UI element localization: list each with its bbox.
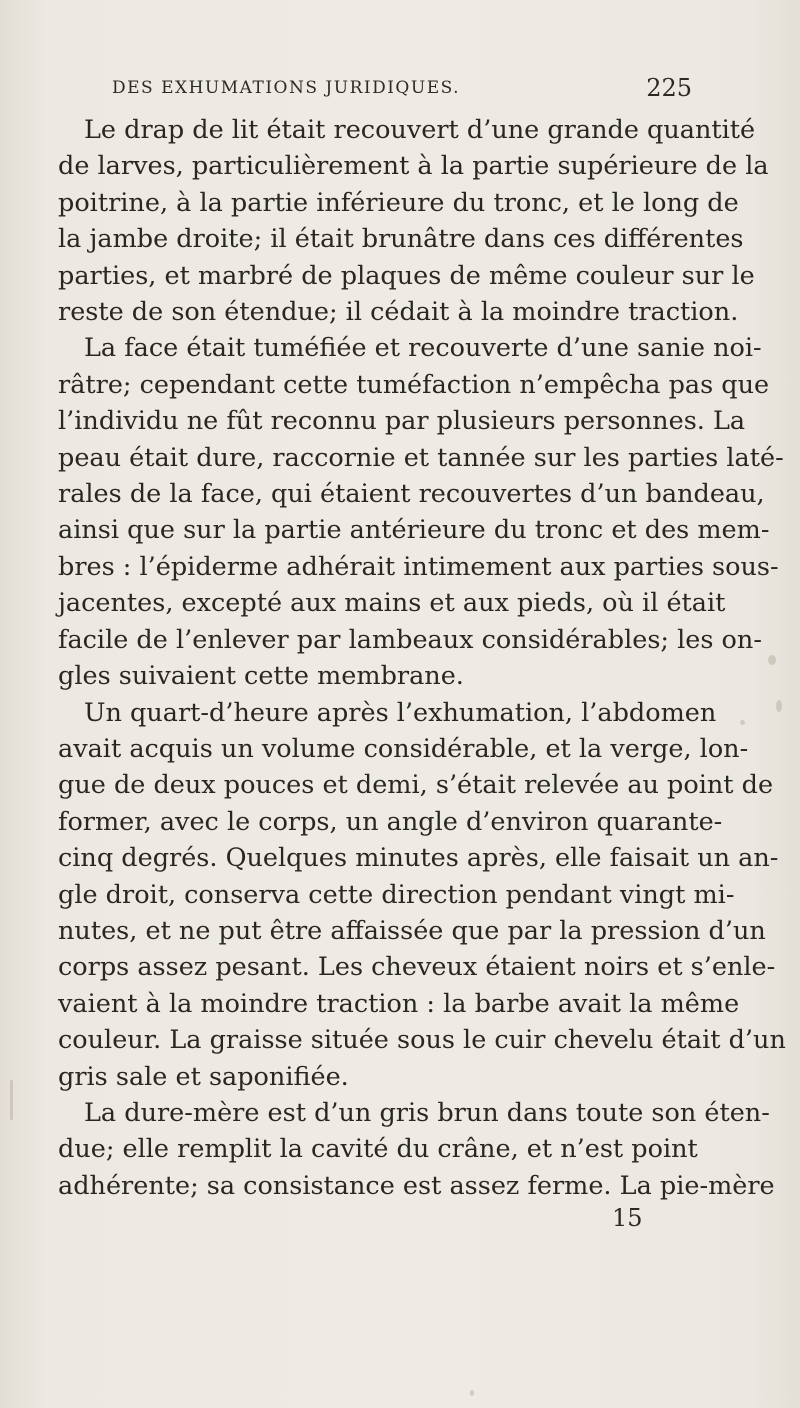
text-line: poitrine, à la partie inférieure du tronc, et le long de [58, 187, 739, 218]
paper-speck [740, 720, 745, 725]
text-line: ainsi que sur la partie antérieure du tronc et des mem- [58, 515, 770, 546]
paragraph [58, 695, 786, 1095]
text-line: La face était tuméfiée et recouverte d’une sanie noi- [84, 333, 762, 364]
paragraph [58, 112, 769, 330]
text-line: vaient à la moindre traction : la barbe avait la même [58, 988, 740, 1019]
text-line: la jambe droite; il était brunâtre dans ces différentes [58, 224, 744, 255]
paragraph [58, 330, 784, 694]
page-number: 225 [646, 74, 692, 102]
text-line: l’individu ne fût reconnu par plusieurs personnes. La [58, 406, 746, 437]
text-line: facile de l’enlever par lambeaux considérables; les on- [58, 624, 762, 655]
paper-speck [470, 1390, 474, 1396]
body-text [58, 112, 786, 1204]
text-line: due; elle remplit la cavité du crâne, et n’est point [58, 1134, 698, 1165]
text-line: reste de son étendue; il cédait à la moindre traction. [58, 297, 739, 328]
text-line: adhérente; sa consistance est assez ferme. La pie-mère [58, 1170, 775, 1201]
text-line: gle droit, conserva cette direction pendant vingt mi- [58, 879, 735, 910]
text-line: râtre; cependant cette tuméfaction n’empêcha pas que [58, 369, 770, 400]
text-line: jacentes, excepté aux mains et aux pieds, où il était [58, 588, 726, 619]
text-line: avait acquis un volume considérable, et la verge, lon- [58, 733, 749, 764]
text-line: gue de deux pouces et demi, s’était relevée au point de [58, 770, 774, 801]
text-line: de larves, particulièrement à la partie supérieure de la [58, 151, 769, 182]
text-line: gles suivaient cette membrane. [58, 661, 464, 692]
text-line: former, avec le corps, un angle d’environ quarante- [58, 806, 723, 837]
text-line: couleur. La graisse située sous le cuir chevelu était d’un [58, 1025, 786, 1056]
paper-speck [776, 700, 782, 712]
text-line: peau était dure, raccornie et tannée sur les parties laté- [58, 442, 784, 473]
text-line: Un quart-d’heure après l’exhumation, l’abdomen [84, 697, 717, 728]
text-line: cinq degrés. Quelques minutes après, elle faisait un an- [58, 843, 779, 874]
text-line: bres : l’épiderme adhérait intimement aux parties sous- [58, 551, 779, 582]
text-line: nutes, et ne put être affaissée que par la pression d’un [58, 915, 766, 946]
text-line: gris sale et saponifiée. [58, 1061, 349, 1092]
running-title: DES EXHUMATIONS JURIDIQUES. [112, 78, 461, 98]
text-line: parties, et marbré de plaques de même couleur sur le [58, 260, 755, 291]
text-line: rales de la face, qui étaient recouvertes d’un bandeau, [58, 479, 765, 510]
text-line: Le drap de lit était recouvert d’une grande quantité [84, 115, 756, 145]
paper-speck [768, 655, 776, 665]
text-line: La dure-mère est d’un gris brun dans toute son éten- [84, 1097, 770, 1128]
paper-speck [10, 1080, 13, 1120]
text-line: corps assez pesant. Les cheveux étaient noirs et s’enle- [58, 952, 776, 983]
paragraph [58, 1095, 775, 1204]
page-header [112, 74, 692, 108]
signature-mark: 15 [612, 1204, 643, 1232]
